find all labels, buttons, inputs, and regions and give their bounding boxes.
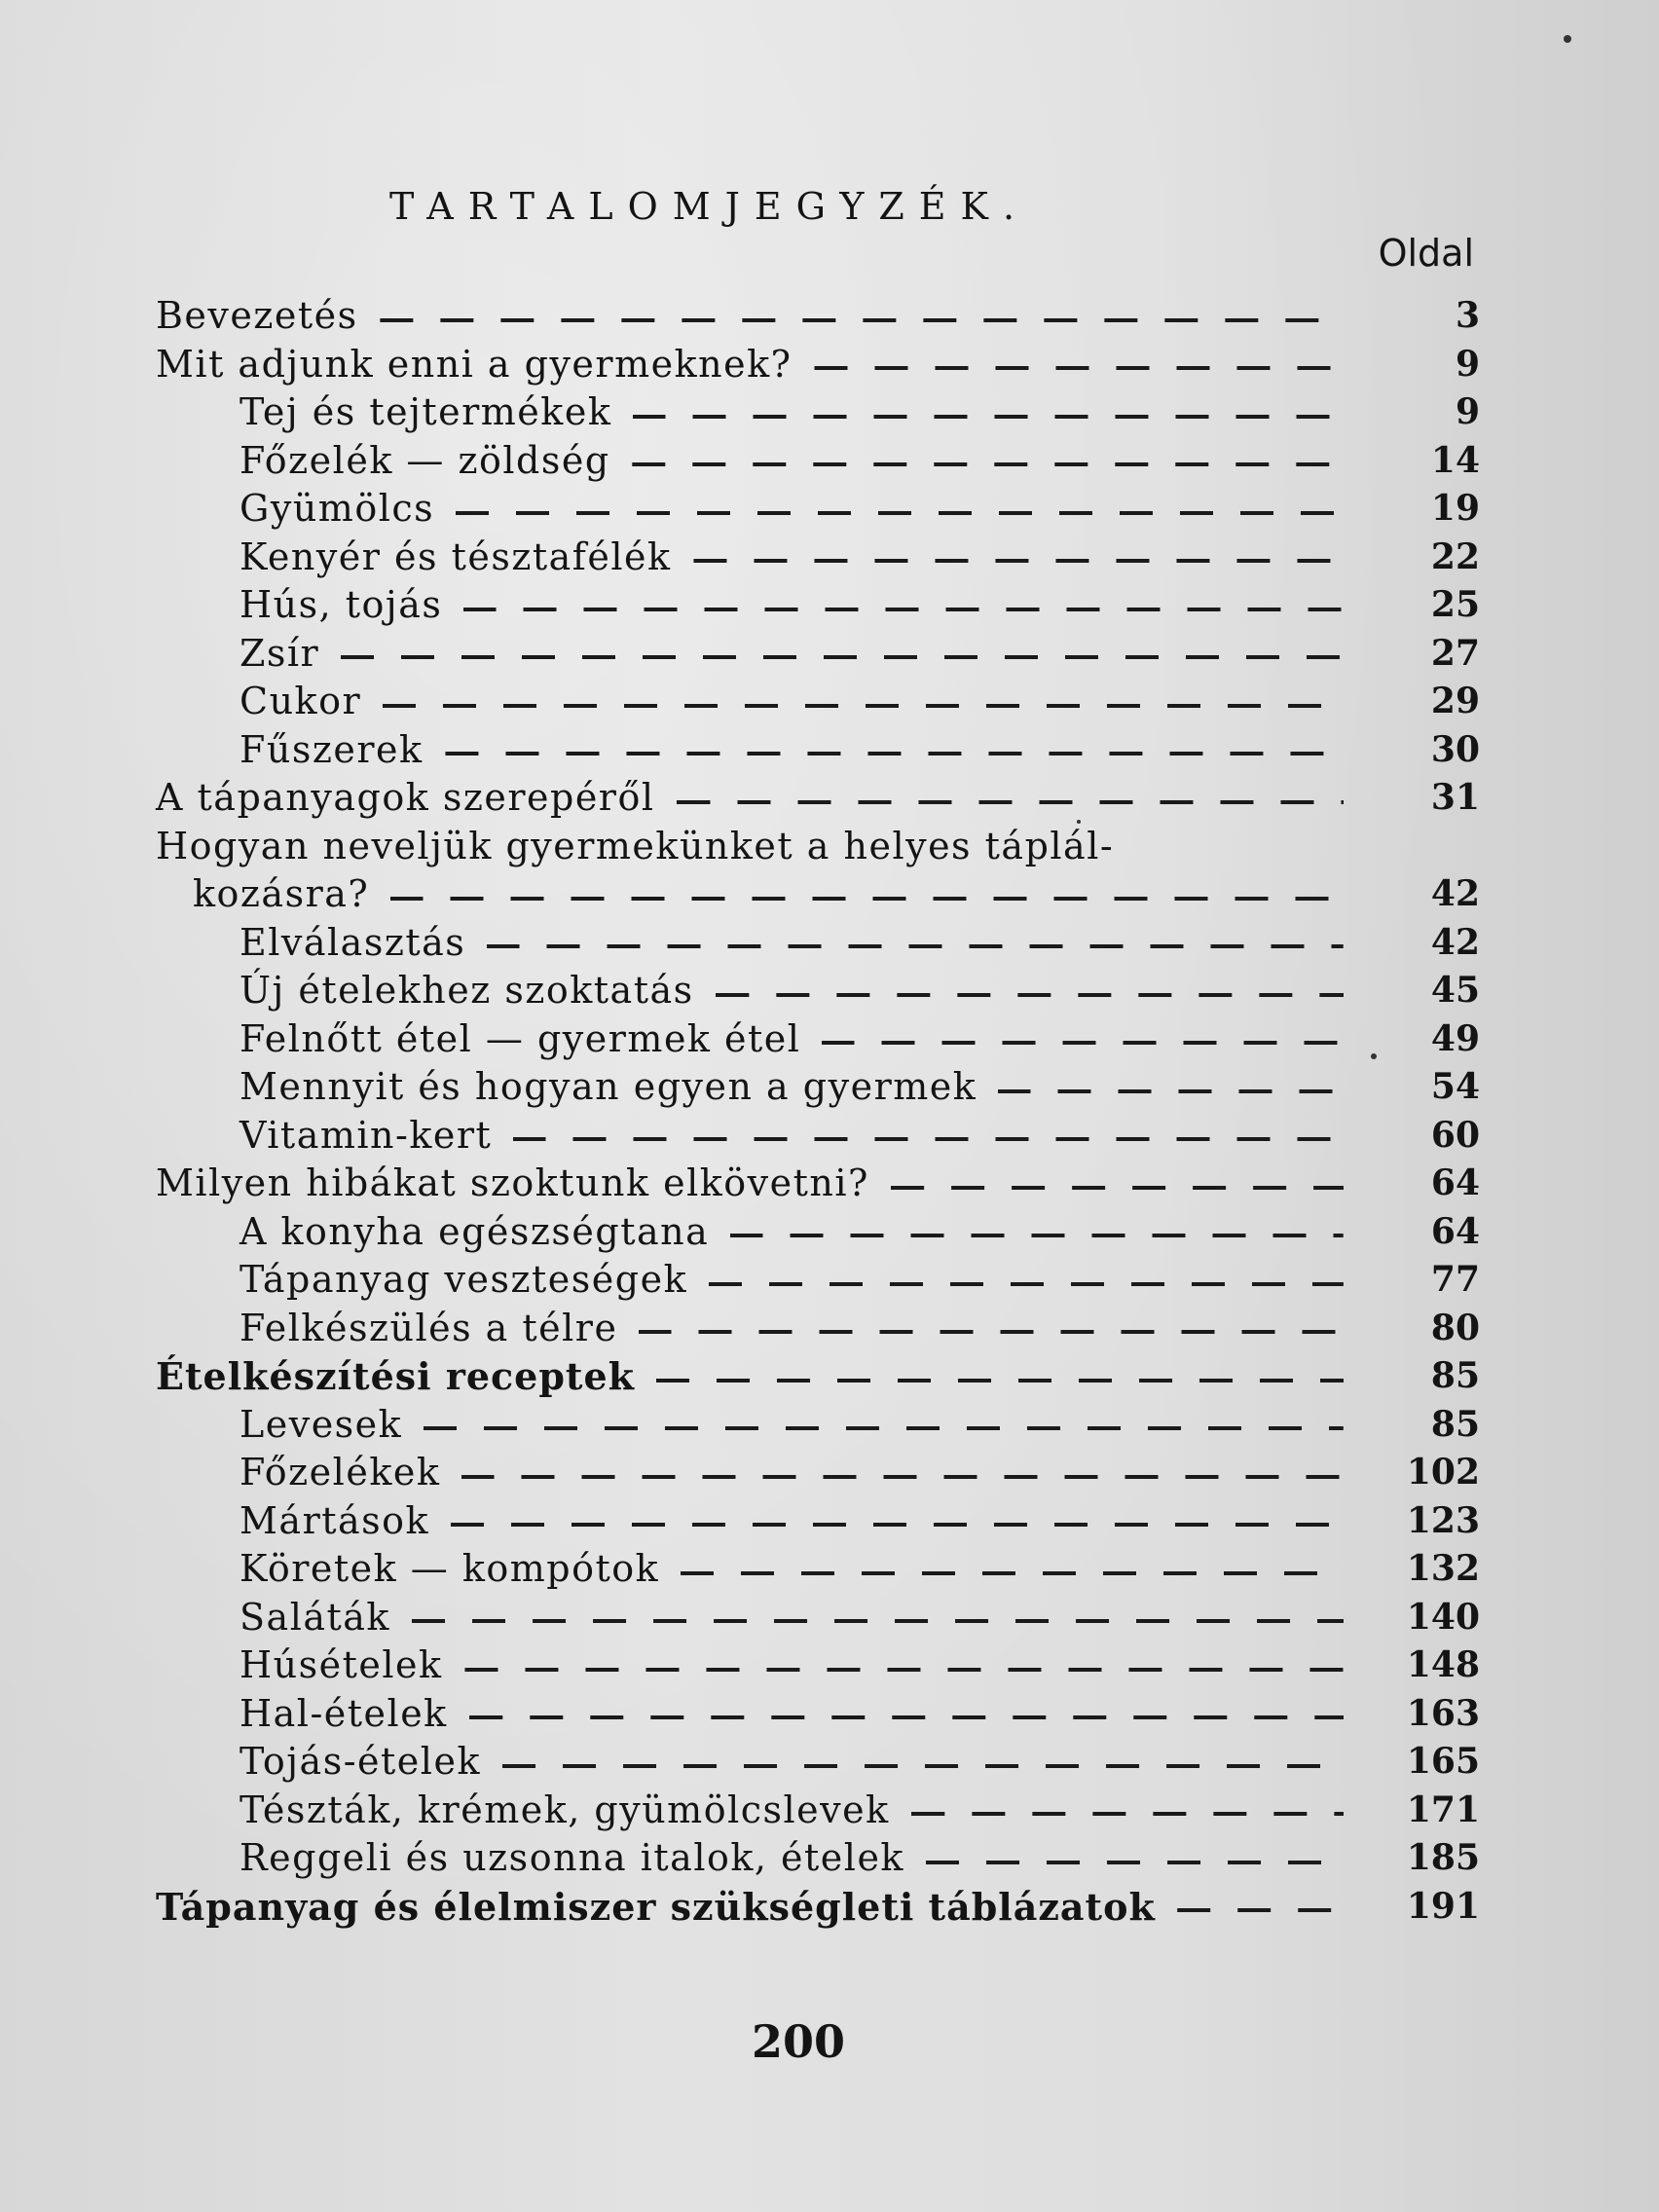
toc-row (0, 388, 1659, 437)
toc-entry (240, 1641, 1344, 1690)
toc-entry (240, 1594, 1344, 1642)
toc-entry-title: Elválasztás (240, 920, 466, 964)
toc-entry (240, 1787, 1344, 1835)
dash-leader (456, 511, 1344, 515)
dash-leader (656, 1379, 1344, 1382)
toc-entry-title: Kenyér és tésztafélék (240, 535, 672, 578)
dash-leader (639, 1330, 1344, 1334)
toc-entry (240, 678, 1344, 726)
toc-row (0, 870, 1659, 919)
toc-row (0, 1208, 1659, 1257)
toc-entry (240, 1256, 1344, 1305)
toc-page-number: 9 (1455, 343, 1480, 385)
toc-page-number: 85 (1430, 1355, 1480, 1396)
toc-entry-title: kozásra? (193, 872, 370, 915)
dash-leader (513, 1137, 1344, 1141)
toc-entry-title: Fűszerek (240, 727, 424, 771)
toc-row (0, 1015, 1659, 1064)
dash-leader (730, 1234, 1344, 1237)
dash-leader (693, 559, 1344, 563)
toc-row (0, 678, 1659, 726)
toc-page-number: 22 (1430, 535, 1480, 577)
toc-page-number: 191 (1406, 1885, 1480, 1927)
toc-entry (240, 919, 1344, 968)
page-column-label: Oldal (1378, 232, 1474, 275)
toc-page-number: 80 (1430, 1307, 1480, 1348)
toc-entry-title: Felnőtt étel — gyermek étel (240, 1016, 801, 1060)
toc-entry (156, 292, 1344, 341)
page-number: 200 (751, 2015, 846, 2068)
toc-row (0, 1449, 1659, 1497)
toc-entry-title: Tej és tejtermékek (240, 390, 612, 433)
toc-entry (156, 341, 1344, 389)
toc-entry (240, 1834, 1344, 1883)
toc-row (0, 1690, 1659, 1739)
toc-page-number: 132 (1406, 1548, 1480, 1589)
toc-row (0, 823, 1659, 871)
toc-page-number: 60 (1430, 1114, 1480, 1156)
toc-entry (193, 870, 1344, 919)
toc-entry-title: Új ételekhez szoktatás (240, 969, 694, 1012)
dash-leader (633, 415, 1344, 419)
toc-entry (156, 823, 1344, 871)
dash-leader (451, 1523, 1344, 1527)
toc-entry (156, 774, 1344, 823)
toc-row (0, 967, 1659, 1015)
toc-page-number (1363, 823, 1480, 871)
toc-row (0, 1594, 1659, 1642)
toc-entry (240, 388, 1344, 437)
toc-entry-title: Főzelék — zöldség (240, 438, 610, 482)
toc-row (0, 1738, 1659, 1787)
toc-page-number: 31 (1430, 777, 1480, 818)
toc-row (0, 1497, 1659, 1546)
toc-row (0, 292, 1659, 341)
toc-entry-title: Tápanyag és élelmiszer szükségleti táblázatok (156, 1884, 1156, 1929)
toc-row (0, 1063, 1659, 1112)
dash-leader (632, 462, 1344, 466)
dash-leader (390, 897, 1344, 901)
dash-leader (502, 1764, 1344, 1768)
toc-entry-title: Tojás-ételek (240, 1740, 481, 1783)
toc-page-number: 30 (1430, 728, 1480, 770)
toc-page-number: 19 (1430, 488, 1480, 529)
toc-entry-title: Tápanyag veszteségek (240, 1258, 688, 1301)
page-title: TARTALOMJEGYZÉK. (389, 185, 1030, 228)
toc-entry (240, 1738, 1344, 1787)
toc-entry-title: A tápanyagok szerepéről (156, 776, 655, 819)
toc-page-number: 49 (1430, 1017, 1480, 1059)
toc-entry-title: Hal-ételek (240, 1691, 448, 1735)
toc-row (0, 581, 1659, 630)
toc-page-number: 123 (1406, 1499, 1480, 1541)
toc-page-number: 25 (1430, 584, 1480, 625)
toc-entry-title: Bevezetés (156, 294, 358, 337)
dash-leader (681, 1571, 1344, 1575)
ink-speck (1564, 35, 1571, 43)
toc-row (0, 341, 1659, 389)
dash-leader (998, 1089, 1344, 1093)
toc-entry-title: Mennyit és hogyan egyen a gyermek (240, 1065, 977, 1108)
toc-page-number: 45 (1430, 970, 1480, 1011)
toc-row (0, 1641, 1659, 1690)
toc-entry (240, 630, 1344, 679)
dash-leader (463, 608, 1344, 611)
toc-entry-title: Levesek (240, 1402, 403, 1446)
toc-row (0, 1305, 1659, 1353)
toc-row (0, 630, 1659, 679)
toc-page-number: 9 (1455, 391, 1480, 432)
dash-leader (487, 944, 1344, 948)
dash-leader (814, 366, 1345, 370)
toc-page-number: 64 (1430, 1210, 1480, 1252)
toc-entry (240, 1497, 1344, 1546)
toc-entry-title: Ételkészítési receptek (156, 1354, 635, 1398)
toc-entry (240, 1208, 1344, 1257)
toc-page-number: 140 (1406, 1596, 1480, 1638)
toc-entry-title: Köretek — kompótok (240, 1547, 660, 1590)
dash-leader (822, 1041, 1344, 1045)
toc-entry-title: Vitamin-kert (240, 1113, 493, 1157)
toc-row (0, 1112, 1659, 1161)
toc-entry (240, 485, 1344, 534)
toc-entry (240, 1690, 1344, 1739)
toc-row (0, 534, 1659, 582)
toc-entry (156, 1352, 1344, 1401)
toc-row (0, 1256, 1659, 1305)
toc-page-number: 171 (1406, 1788, 1480, 1830)
toc-page-number: 29 (1430, 681, 1480, 721)
toc-page-number: 54 (1430, 1066, 1480, 1107)
toc-page-number: 102 (1406, 1452, 1480, 1493)
toc-page-number: 27 (1430, 632, 1480, 674)
dash-leader (1177, 1908, 1344, 1912)
toc-entry (240, 1112, 1344, 1161)
toc-row (0, 1883, 1659, 1932)
toc-page-number: 77 (1430, 1259, 1480, 1300)
dash-leader (891, 1186, 1344, 1190)
dash-leader (464, 1668, 1344, 1672)
toc-entry-title: Hogyan neveljük gyermekünket a helyes táplál- (156, 824, 1115, 867)
dash-leader (716, 993, 1344, 997)
toc-entry (240, 1449, 1344, 1497)
toc-row (0, 919, 1659, 968)
dash-leader (677, 800, 1344, 804)
dash-leader (709, 1282, 1344, 1286)
toc-page-number: 85 (1430, 1403, 1480, 1445)
toc-row (0, 1787, 1659, 1835)
table-of-contents (0, 292, 1659, 1931)
dash-leader (380, 318, 1344, 322)
toc-entry-title: Tészták, krémek, gyümölcslevek (240, 1788, 890, 1831)
toc-entry (156, 1160, 1344, 1208)
toc-entry-title: Cukor (240, 680, 362, 722)
toc-page-number: 165 (1406, 1741, 1480, 1782)
dash-leader (445, 752, 1344, 756)
toc-page-number: 148 (1406, 1644, 1480, 1685)
toc-row (0, 1545, 1659, 1594)
toc-entry (240, 1015, 1344, 1064)
toc-row (0, 485, 1659, 534)
dash-leader (412, 1619, 1344, 1623)
toc-entry (240, 1063, 1344, 1112)
toc-entry-title: Saláták (240, 1595, 390, 1639)
toc-entry-title: Gyümölcs (240, 487, 435, 530)
toc-entry (240, 1545, 1344, 1594)
dash-leader (926, 1861, 1344, 1864)
toc-page-number: 163 (1406, 1692, 1480, 1734)
toc-entry (240, 534, 1344, 582)
toc-entry (156, 1883, 1344, 1932)
toc-row (0, 1160, 1659, 1208)
toc-entry-title: Főzelékek (240, 1451, 441, 1493)
toc-entry-title: Milyen hibákat szoktunk elkövetni? (156, 1161, 869, 1204)
toc-row (0, 1352, 1659, 1401)
toc-entry (240, 967, 1344, 1015)
toc-entry-title: Mit adjunk enni a gyermeknek? (156, 342, 793, 386)
toc-entry-title: Felkészülés a télre (240, 1306, 618, 1349)
toc-entry (240, 581, 1344, 630)
toc-entry-title: Zsír (240, 631, 320, 675)
toc-page-number: 3 (1455, 295, 1480, 336)
toc-entry (240, 726, 1344, 775)
toc-entry-title: Húsételek (240, 1643, 443, 1686)
toc-row (0, 1401, 1659, 1450)
toc-row (0, 437, 1659, 486)
toc-entry (240, 1401, 1344, 1450)
toc-page-number: 42 (1430, 873, 1480, 914)
toc-entry-title: A konyha egészségtana (240, 1209, 710, 1253)
dash-leader (341, 655, 1344, 659)
toc-row (0, 774, 1659, 823)
toc-entry-title: Mártások (240, 1498, 430, 1542)
dash-leader (461, 1475, 1344, 1479)
toc-row (0, 1834, 1659, 1883)
dash-leader (469, 1715, 1344, 1719)
toc-row (0, 726, 1659, 775)
toc-page-number: 14 (1430, 439, 1480, 481)
dash-leader (383, 704, 1344, 708)
toc-entry (240, 437, 1344, 486)
toc-entry (240, 1305, 1344, 1353)
toc-entry-title: Reggeli és uzsonna italok, ételek (240, 1836, 904, 1879)
toc-entry-title: Hús, tojás (240, 583, 443, 626)
dash-leader (424, 1426, 1344, 1430)
toc-page-number: 185 (1406, 1837, 1480, 1878)
toc-page-number: 64 (1430, 1162, 1480, 1203)
dash-leader (911, 1812, 1344, 1816)
toc-page-number: 42 (1430, 921, 1480, 963)
